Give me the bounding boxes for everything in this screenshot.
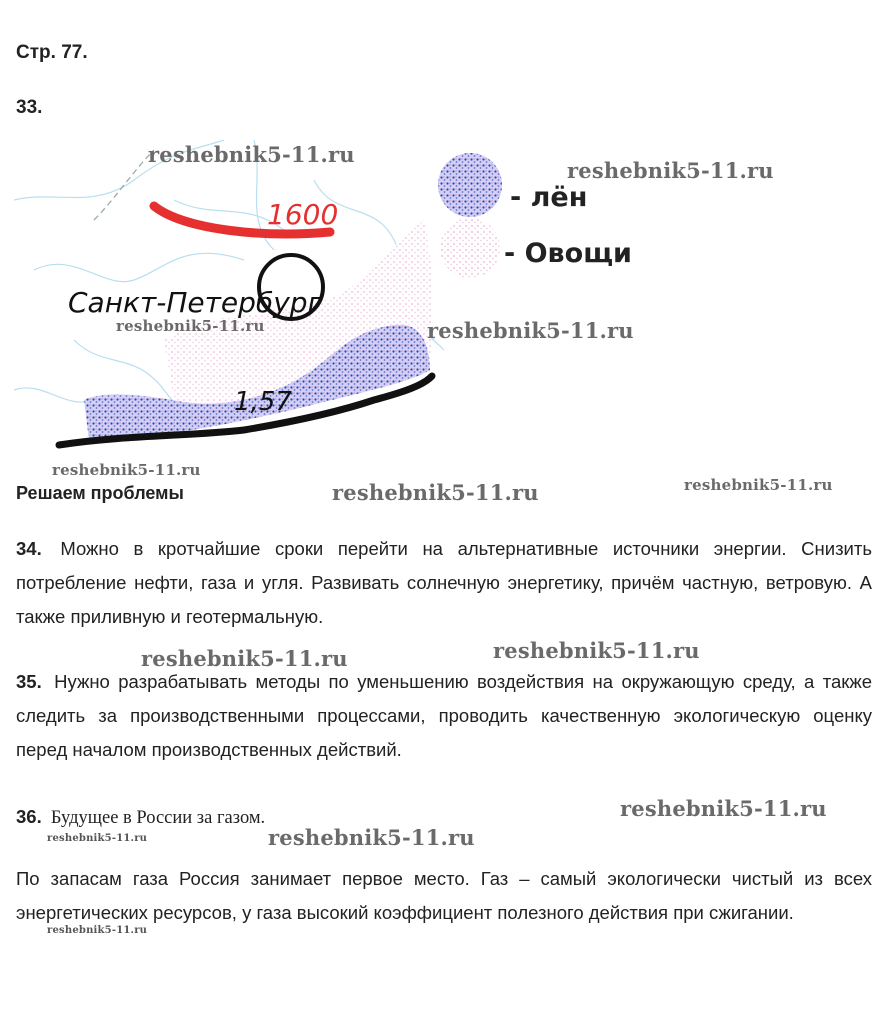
- watermark: reshebnik5-11.ru: [116, 317, 265, 335]
- task-35-number: 35.: [16, 671, 42, 692]
- isoline-label-top: 1600: [267, 198, 339, 231]
- watermark: reshebnik5-11.ru: [493, 638, 700, 663]
- city-label: Санкт-Петербург: [68, 286, 323, 319]
- page-label: Стр. 77.: [16, 42, 88, 63]
- task-36-lead-text: Будущее в России за газом.: [50, 808, 266, 828]
- watermark: reshebnik5-11.ru: [47, 833, 148, 844]
- task-36-text: По запасам газа Россия занимает первое место. Газ – самый экологически чистый из всех энергетических ресурсов, у газа высокий коэффициент полезного действия при сжигании.: [16, 868, 872, 923]
- watermark: reshebnik5-11.ru: [427, 318, 634, 343]
- watermark: reshebnik5-11.ru: [332, 480, 539, 505]
- watermark: reshebnik5-11.ru: [684, 476, 833, 494]
- watermark: reshebnik5-11.ru: [141, 646, 348, 671]
- task-34-number: 34.: [16, 538, 42, 559]
- legend-flax-swatch: [438, 153, 502, 217]
- task-34-text: Можно в кротчайшие сроки перейти на альтернативные источники энергии. Снизить потребление нефти, газа и угля. Развивать солнечную энергетику, причём частную, ветровую. А также приливную и геотермальную.: [16, 538, 872, 627]
- task-35-paragraph: [16, 665, 872, 767]
- task-33-number: 33.: [16, 97, 43, 118]
- legend-flax-label: - лён: [510, 182, 588, 213]
- map-figure: [14, 140, 674, 460]
- isoline-label-bottom: 1,57: [234, 387, 292, 417]
- watermark: reshebnik5-11.ru: [47, 925, 148, 936]
- legend-vegetables-label: - Овощи: [504, 238, 632, 269]
- watermark: reshebnik5-11.ru: [148, 142, 355, 167]
- watermark: reshebnik5-11.ru: [567, 158, 774, 183]
- legend-vegetables-swatch: [440, 218, 500, 278]
- watermark: reshebnik5-11.ru: [268, 825, 475, 850]
- task-36-number: 36.: [16, 806, 42, 827]
- watermark: reshebnik5-11.ru: [620, 796, 827, 821]
- task-35-text: Нужно разрабатывать методы по уменьшению воздействия на окружающую среду, а также следить за производственными процессами, проводить качественную экологическую оценку перед началом производственных действий.: [16, 671, 873, 760]
- task-34-paragraph: [16, 532, 872, 634]
- watermark: reshebnik5-11.ru: [52, 461, 201, 479]
- section-title: Решаем проблемы: [16, 483, 184, 503]
